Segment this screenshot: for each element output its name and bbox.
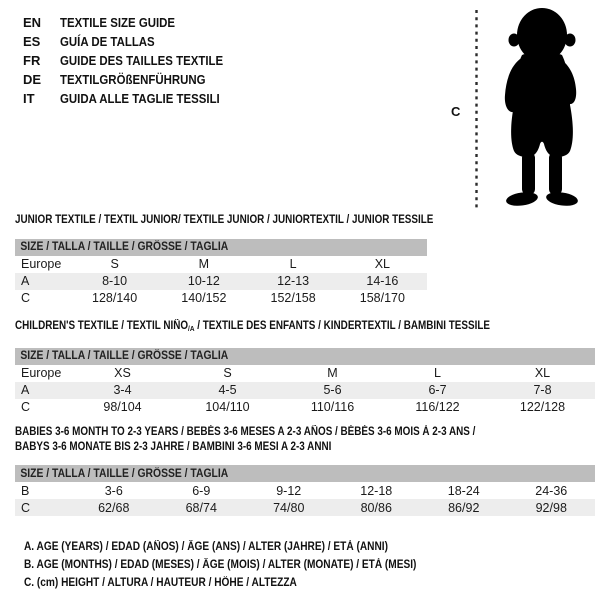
language-code: EN [23, 15, 42, 30]
size-header-label: SIZE / TALLA / TAILLE / GRÖSSE / TAGLIA [20, 350, 229, 362]
language-code: IT [23, 91, 35, 106]
table-cell: 62/68 [98, 500, 130, 515]
table-cell: XL [374, 257, 391, 271]
table-cell: 158/170 [359, 291, 405, 305]
table-cell: 6-7 [428, 383, 447, 397]
table-title-line: BABYS 3-6 MONATE BIS 2-3 JAHRE / BAMBINI 3-6 MESI A 2-3 ANNI [15, 440, 332, 453]
size-table-babies [15, 425, 595, 516]
table-cell: 7-8 [533, 383, 552, 397]
table-cell: 12-13 [277, 274, 310, 288]
row-label: C [21, 291, 31, 305]
table-cell: 68/74 [185, 500, 217, 515]
table-title-line: BABIES 3-6 MONTH TO 2-3 YEARS / BEBÉS 3-6 MESES A 2-3 AÑOS / BÉBÉS 3-6 MOIS À 2-3 ANS / [15, 426, 476, 438]
table-row [15, 273, 427, 290]
table-title: JUNIOR TEXTILE / TEXTIL JUNIOR/ TEXTILE JUNIOR / JUNIORTEXTIL / JUNIOR TESSILE [15, 214, 434, 226]
table-title-part: CHILDREN'S TEXTILE / TEXTIL NIÑO [15, 320, 189, 332]
table-cell: 3-6 [104, 483, 123, 498]
table-cell: S [223, 366, 232, 380]
language-guide-title: GUÍA DE TALLAS [60, 34, 155, 49]
height-figure [0, 0, 600, 218]
language-guide-title: TEXTILE SIZE GUIDE [60, 15, 176, 30]
height-marker-label: C [451, 104, 461, 119]
language-code: DE [23, 72, 42, 87]
table-cell: 98/104 [103, 400, 142, 414]
table-cell: 80/86 [360, 500, 392, 515]
table-cell: 5-6 [323, 383, 342, 397]
table-cell: 140/152 [181, 291, 227, 305]
table-cell: XS [114, 366, 131, 380]
language-code: FR [23, 53, 41, 68]
legend-notes [24, 538, 470, 593]
language-code: ES [23, 34, 41, 49]
table-title [15, 319, 514, 337]
table-cell: 12-18 [360, 483, 393, 498]
table-title [15, 425, 514, 454]
table-cell: 104/110 [205, 400, 250, 414]
table-cell: 122/128 [519, 400, 566, 414]
table-cell: L [289, 257, 297, 271]
size-header-label: SIZE / TALLA / TAILLE / GRÖSSE / TAGLIA [20, 241, 229, 253]
table-cell: S [110, 257, 119, 271]
table-cell: 10-12 [187, 274, 220, 288]
table-title-part: / TEXTILE DES ENFANTS / KINDERTEXTIL / BAMBINI TESSILE [194, 320, 490, 332]
table-cell: 74/80 [273, 500, 305, 515]
table-row [15, 482, 595, 499]
table-cell: 18-24 [447, 483, 480, 498]
size-table-junior [15, 213, 434, 307]
table-row [15, 290, 427, 307]
table-row [15, 499, 595, 516]
table-cell: M [198, 257, 210, 271]
table-cell: 152/158 [270, 291, 316, 305]
language-guide-title: TEXTILGRÖßENFÜHRUNG [60, 72, 206, 87]
table-cell: 24-36 [535, 483, 568, 498]
table-row [15, 256, 427, 273]
height-dashed-line [474, 10, 479, 208]
row-label: A [21, 274, 30, 288]
size-header-bar [15, 465, 595, 482]
table-cell: 86/92 [448, 500, 480, 515]
table-cell: XL [534, 366, 551, 380]
row-label: B [21, 483, 30, 498]
size-header-label: SIZE / TALLA / TAILLE / GRÖSSE / TAGLIA [20, 467, 229, 480]
table-row [15, 399, 595, 416]
row-label: A [21, 383, 30, 397]
table-cell: 4-5 [218, 383, 237, 397]
language-guide-title: GUIDE DES TAILLES TEXTILE [60, 53, 224, 68]
table-row [15, 382, 595, 399]
table-cell: M [327, 366, 338, 380]
table-cell: 14-16 [366, 274, 399, 288]
legend-note: A. AGE (YEARS) / EDAD (AÑOS) / ÂGE (ANS) / ALTER (JAHRE) / ETÀ (ANNI) [24, 541, 388, 553]
table-cell: 110/116 [310, 400, 355, 414]
table-cell: 8-10 [102, 274, 128, 288]
table-cell: 3-4 [113, 383, 132, 397]
legend-note: C. (cm) HEIGHT / ALTURA / HAUTEUR / HÖHE / ALTEZZA [24, 577, 297, 590]
legend-note: B. AGE (MONTHS) / EDAD (MESES) / ÂGE (MOIS) / ALTER (MONATE) / ETÀ (MESI) [24, 559, 417, 572]
table-cell: 116/122 [415, 400, 460, 414]
language-guide-title: GUIDA ALLE TAGLIE TESSILI [60, 91, 220, 106]
table-cell: 6-9 [192, 483, 211, 498]
row-label: C [21, 500, 31, 515]
row-label: C [21, 400, 31, 414]
table-cell: L [434, 366, 441, 380]
table-row [15, 365, 595, 382]
table-cell: 92/98 [535, 500, 567, 515]
size-header-bar [15, 239, 427, 256]
size-header-bar [15, 348, 595, 365]
table-cell: 9-12 [276, 483, 302, 498]
table-cell: 128/140 [92, 291, 138, 305]
baby-silhouette-icon [486, 5, 598, 210]
row-label: Europe [21, 366, 62, 380]
row-label: Europe [21, 257, 62, 271]
table-title-subscript: /A [188, 324, 195, 333]
size-table-children [15, 319, 595, 416]
